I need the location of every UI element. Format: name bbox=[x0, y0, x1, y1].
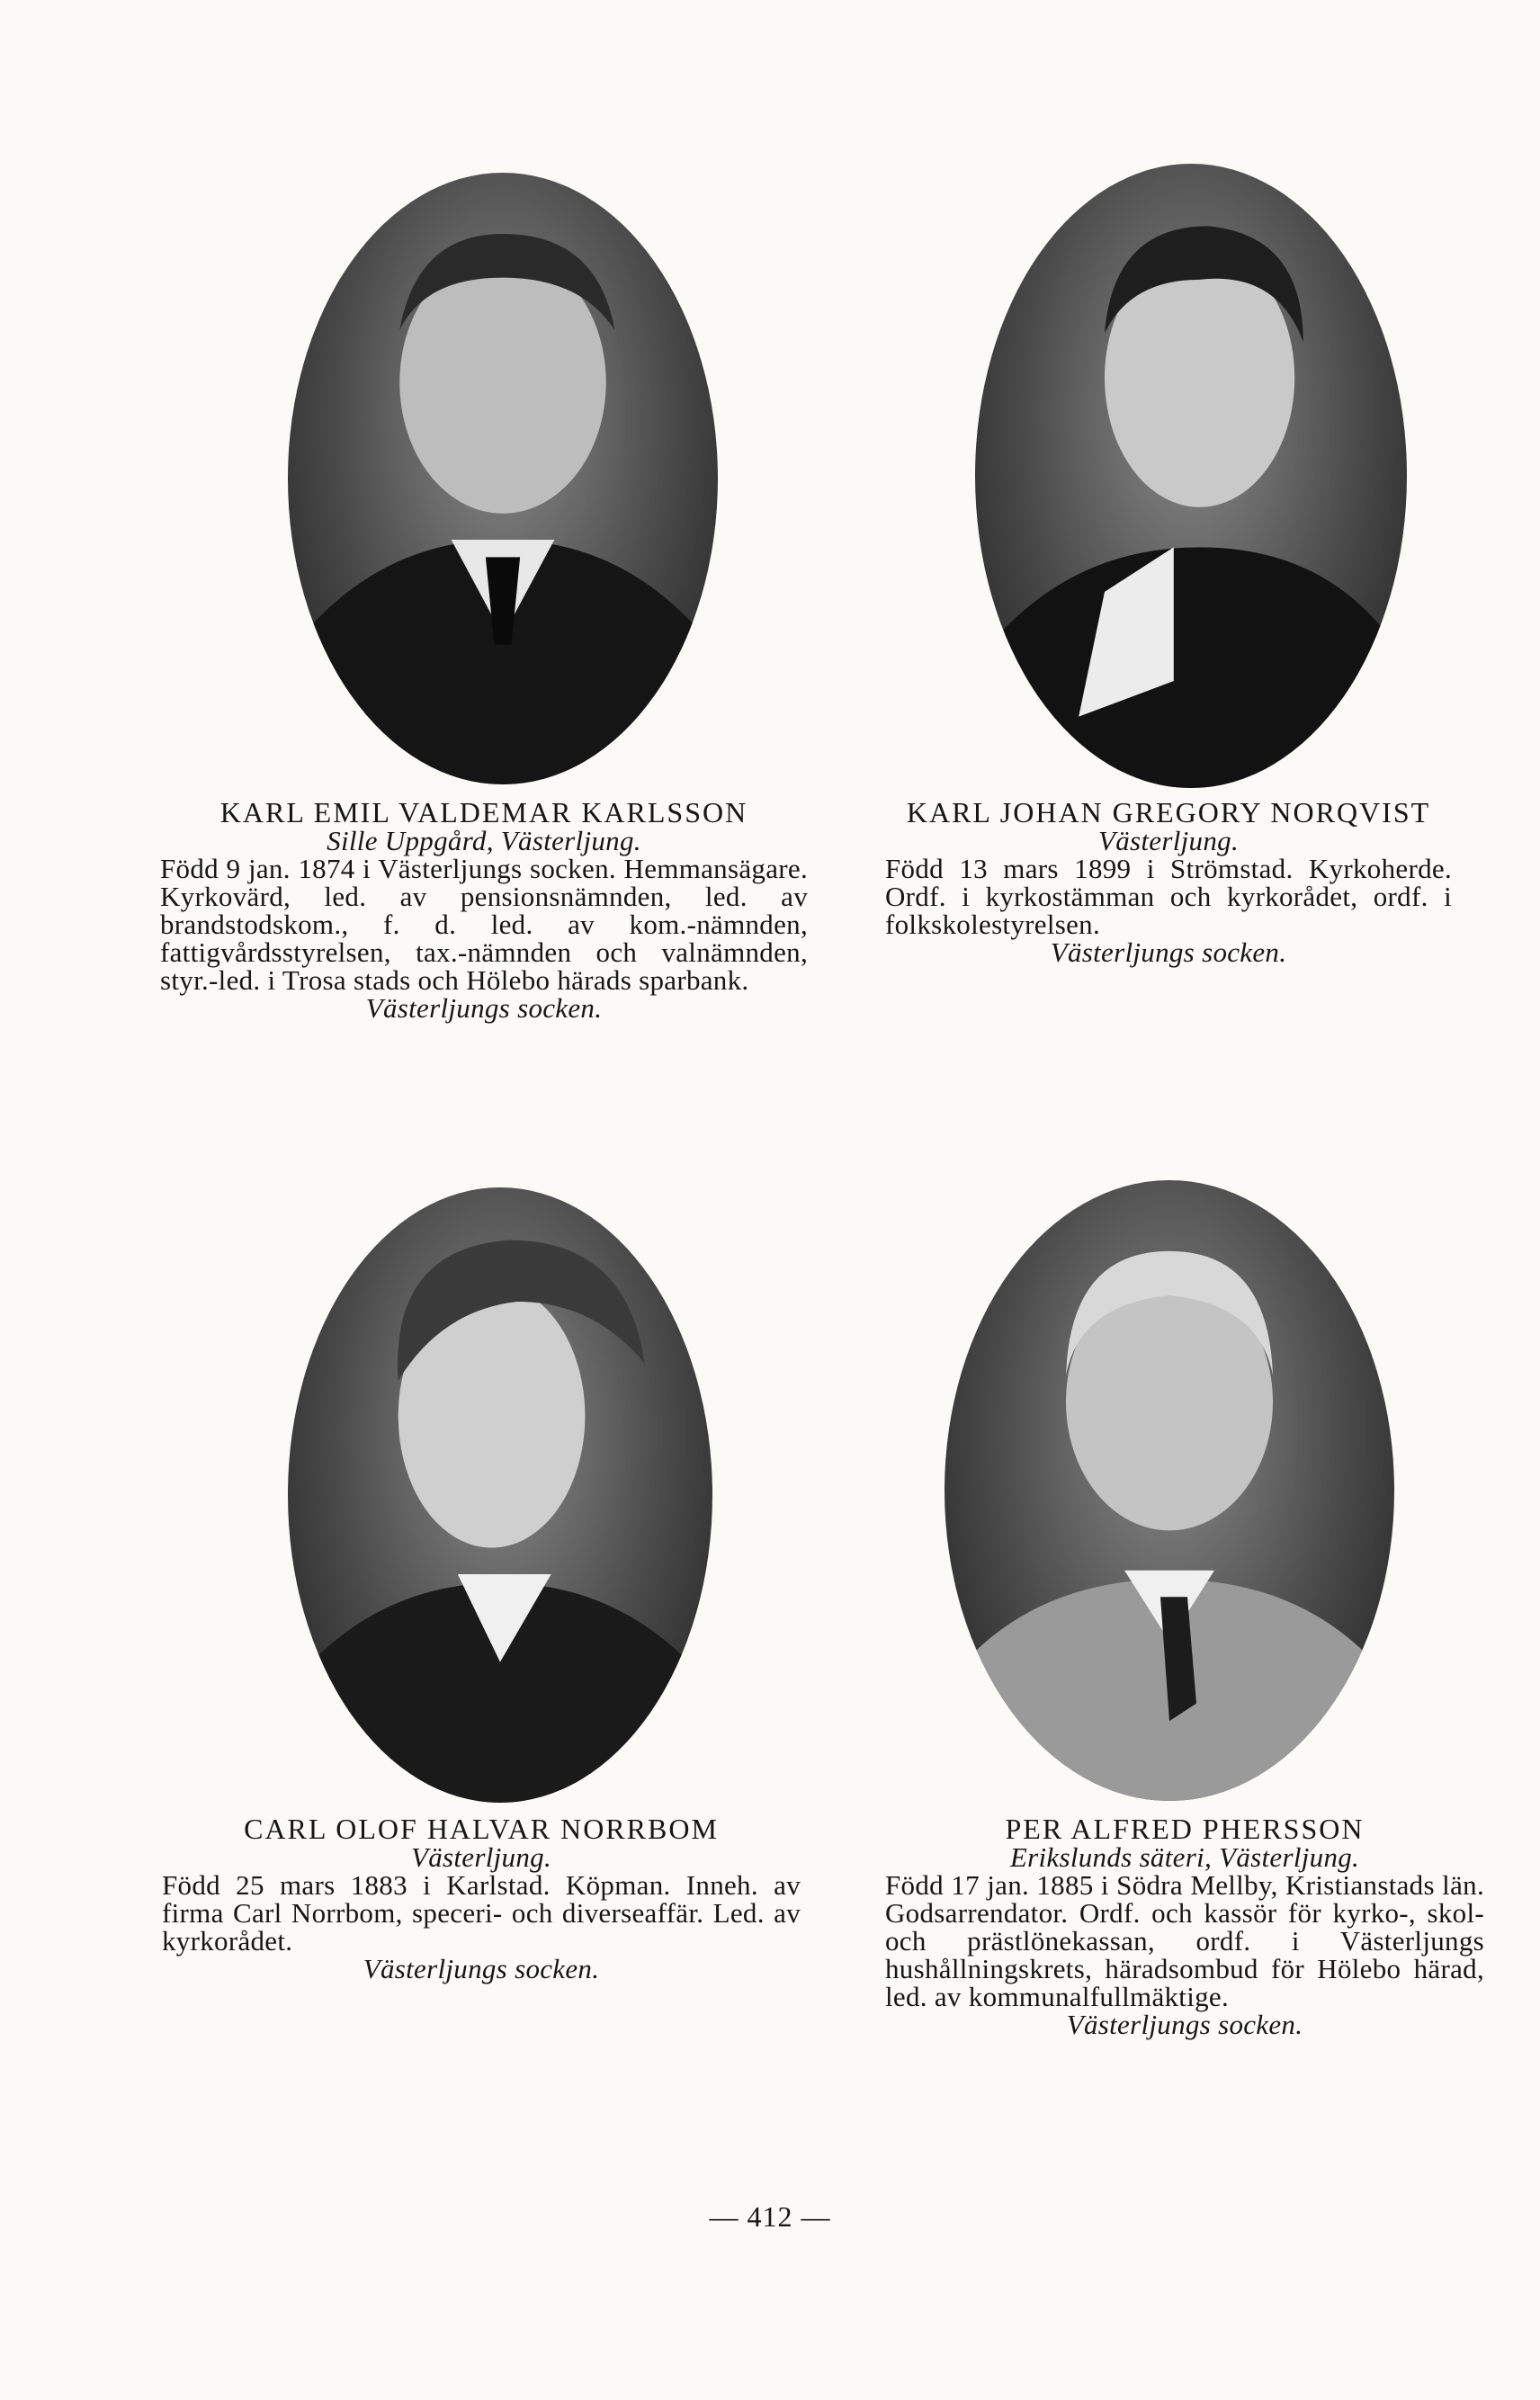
parish: Västerljungs socken. bbox=[1050, 936, 1287, 968]
parish: Västerljungs socken. bbox=[365, 992, 603, 1024]
person-name: KARL EMIL VALDEMAR KARLSSON bbox=[219, 796, 748, 828]
portrait-photo bbox=[975, 164, 1407, 788]
residence: Erikslunds säteri, Västerljung. bbox=[1009, 1841, 1360, 1873]
caption bbox=[885, 1815, 1484, 2038]
residence: Sille Uppgård, Västerljung. bbox=[327, 825, 641, 856]
caption bbox=[160, 796, 808, 1024]
parish: Västerljungs socken. bbox=[363, 1953, 600, 1984]
biography: Född 9 jan. 1874 i Västerljungs socken. Hemmansägare. Kyrkovärd, led. av pensionsnämnden, led. av brandstodskom., f. d. led. av kom.-nämnden, fattigvårdsstyrelsen, tax.-nämnden och valnämnden, styr.-led. i Trosa stads och Hölebo härads sparbank. bbox=[160, 853, 808, 996]
biography: Född 17 jan. 1885 i Södra Mellby, Kristianstads län. Godsarrendator. Ordf. och kassör för kyrko-, skol- och prästlönekassan, ordf. i Västerljungs hushållningskrets, häradsombud för Hölebo härad, led. av kommunalfullmäktige. bbox=[885, 1869, 1484, 2012]
parish: Västerljungs socken. bbox=[1066, 2009, 1303, 2040]
portrait-photo bbox=[288, 173, 718, 784]
caption bbox=[885, 796, 1452, 968]
residence: Västerljung. bbox=[410, 1841, 551, 1873]
biography: Född 25 mars 1883 i Karlstad. Köpman. Inneh. av firma Carl Norrbom, speceri- och diverseaffär. Led. av kyrkorådet. bbox=[162, 1869, 801, 1957]
portrait-photo bbox=[288, 1187, 712, 1803]
portrait-photo bbox=[945, 1180, 1394, 1801]
person-name: CARL OLOF HALVAR NORRBOM bbox=[244, 1813, 719, 1845]
person-name: KARL JOHAN GREGORY NORQVIST bbox=[906, 796, 1431, 828]
biography: Född 13 mars 1899 i Strömstad. Kyrkoherde. Ordf. i kyrkostämman och kyrkorådet, ordf. i folkskolestyrelsen. bbox=[885, 853, 1452, 940]
person-name: PER ALFRED PHERSSON bbox=[1005, 1813, 1365, 1845]
page-number: — 412 — bbox=[709, 2200, 831, 2233]
residence: Västerljung. bbox=[1097, 825, 1239, 856]
caption bbox=[162, 1815, 801, 1983]
